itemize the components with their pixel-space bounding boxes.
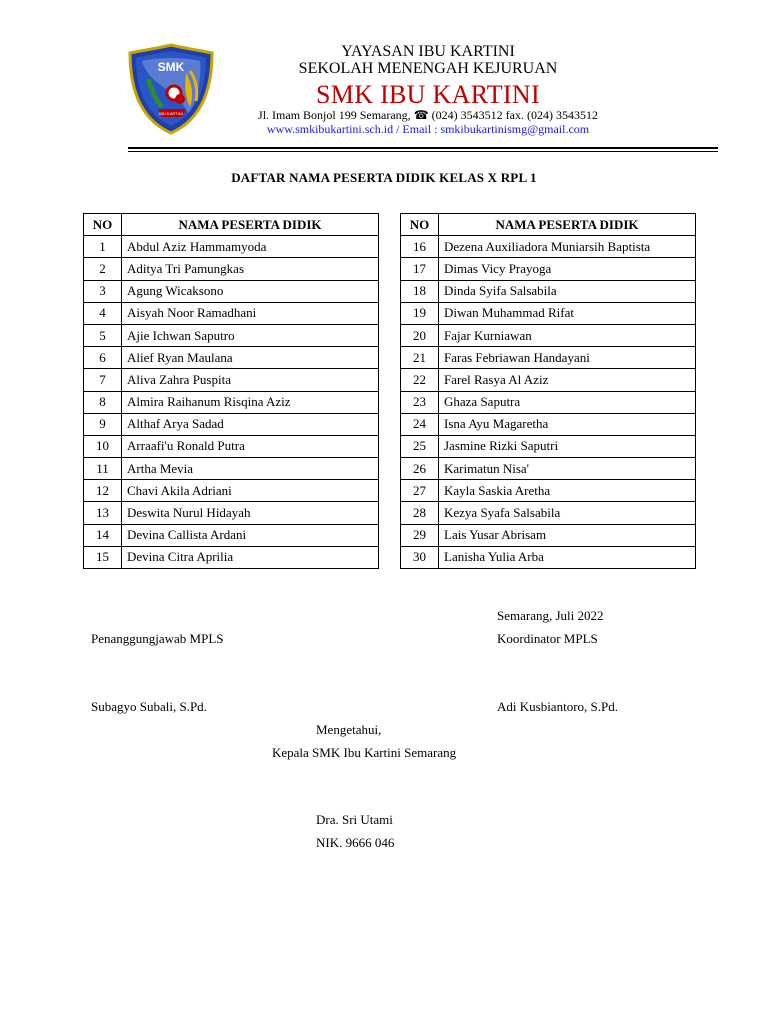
col-no-header: NO — [401, 214, 439, 236]
row-number: 18 — [401, 280, 439, 302]
contact-numbers: (024) 3543512 fax. (024) 3543512 — [431, 108, 598, 122]
table-row — [401, 458, 696, 480]
row-number: 29 — [401, 524, 439, 546]
student-name: Kayla Saskia Aretha — [439, 480, 696, 502]
student-name: Aisyah Noor Ramadhani — [122, 302, 379, 324]
row-number: 25 — [401, 435, 439, 457]
table-row — [401, 435, 696, 457]
student-name: Deswita Nurul Hidayah — [122, 502, 379, 524]
student-name: Dimas Vicy Prayoga — [439, 258, 696, 280]
separator: / — [396, 122, 400, 136]
table-row — [84, 435, 379, 457]
logo-ribbon-text: IBU KARTINI — [159, 111, 183, 116]
row-number: 20 — [401, 324, 439, 346]
student-name: Agung Wicaksono — [122, 280, 379, 302]
col-name-header: NAMA PESERTA DIDIK — [122, 214, 379, 236]
school-name: SMK IBU KARTINI — [316, 80, 540, 109]
row-number: 13 — [84, 502, 122, 524]
place-date: Semarang, Juli 2022 — [497, 608, 604, 623]
table-header-row — [401, 214, 696, 236]
table-row — [401, 546, 696, 568]
student-name: Fajar Kurniawan — [439, 324, 696, 346]
phone-icon: ☎ — [413, 108, 429, 122]
student-name: Kezya Syafa Salsabila — [439, 502, 696, 524]
row-number: 30 — [401, 546, 439, 568]
row-number: 12 — [84, 480, 122, 502]
student-table-left — [83, 213, 379, 569]
row-number: 1 — [84, 236, 122, 258]
student-name: Chavi Akila Adriani — [122, 480, 379, 502]
table-row — [401, 258, 696, 280]
row-number: 7 — [84, 369, 122, 391]
table-row — [84, 413, 379, 435]
row-number: 5 — [84, 324, 122, 346]
student-name: Isna Ayu Magaretha — [439, 413, 696, 435]
header-rule-thin — [128, 151, 718, 152]
school-web-contacts — [232, 122, 624, 137]
table-row — [84, 524, 379, 546]
student-name: Karimatun Nisa' — [439, 458, 696, 480]
row-number: 27 — [401, 480, 439, 502]
row-number: 24 — [401, 413, 439, 435]
head-name: Dra. Sri Utami — [316, 812, 393, 827]
student-name: Alief Ryan Maulana — [122, 347, 379, 369]
row-number: 2 — [84, 258, 122, 280]
row-number: 4 — [84, 302, 122, 324]
head-nik: NIK. 9666 046 — [316, 835, 395, 850]
student-name: Farel Rasya Al Aziz — [439, 369, 696, 391]
right-signer-role: Koordinator MPLS — [497, 631, 598, 646]
address-text: Jl. Imam Bonjol 199 Semarang, — [258, 108, 411, 122]
table-row — [84, 369, 379, 391]
row-number: 14 — [84, 524, 122, 546]
col-name-header: NAMA PESERTA DIDIK — [439, 214, 696, 236]
row-number: 17 — [401, 258, 439, 280]
student-name: Artha Mevia — [122, 458, 379, 480]
student-name: Abdul Aziz Hammamyoda — [122, 236, 379, 258]
website-link[interactable]: www.smkibukartini.sch.id — [266, 122, 394, 136]
student-name: Althaf Arya Sadad — [122, 413, 379, 435]
row-number: 6 — [84, 347, 122, 369]
table-row — [84, 236, 379, 258]
table-row — [401, 236, 696, 258]
table-row — [84, 302, 379, 324]
left-signer-name: Subagyo Subali, S.Pd. — [91, 699, 207, 714]
row-number: 28 — [401, 502, 439, 524]
row-number: 11 — [84, 458, 122, 480]
student-name: Ghaza Saputra — [439, 391, 696, 413]
row-number: 26 — [401, 458, 439, 480]
student-name: Diwan Muhammad Rifat — [439, 302, 696, 324]
table-row — [401, 302, 696, 324]
row-number: 15 — [84, 546, 122, 568]
table-row — [84, 391, 379, 413]
left-signer-role: Penanggungjawab MPLS — [91, 631, 224, 646]
table-row — [401, 347, 696, 369]
foundation-name: YAYASAN IBU KARTINI — [341, 43, 515, 60]
table-row — [84, 502, 379, 524]
acknowledged-label: Mengetahui, — [316, 722, 382, 737]
table-row — [84, 480, 379, 502]
table-row — [401, 280, 696, 302]
student-name: Lanisha Yulia Arba — [439, 546, 696, 568]
row-number: 23 — [401, 391, 439, 413]
student-name: Jasmine Rizki Saputri — [439, 435, 696, 457]
table-row — [84, 280, 379, 302]
table-row — [401, 324, 696, 346]
header-rule-thick — [128, 147, 718, 149]
student-name: Dinda Syifa Salsabila — [439, 280, 696, 302]
row-number: 8 — [84, 391, 122, 413]
school-type: SEKOLAH MENENGAH KEJURUAN — [298, 60, 558, 77]
row-number: 3 — [84, 280, 122, 302]
student-name: Almira Raihanum Risqina Aziz — [122, 391, 379, 413]
student-name: Faras Febriawan Handayani — [439, 347, 696, 369]
table-row — [84, 324, 379, 346]
table-row — [84, 546, 379, 568]
email-link[interactable]: Email : smkibukartinismg@gmail.com — [402, 122, 590, 136]
student-name: Ajie Ichwan Saputro — [122, 324, 379, 346]
school-address — [232, 108, 624, 123]
col-no-header: NO — [84, 214, 122, 236]
table-row — [401, 413, 696, 435]
head-role: Kepala SMK Ibu Kartini Semarang — [272, 745, 457, 760]
row-number: 22 — [401, 369, 439, 391]
table-row — [401, 524, 696, 546]
school-logo — [128, 43, 214, 135]
table-row — [84, 458, 379, 480]
table-row — [401, 480, 696, 502]
row-number: 10 — [84, 435, 122, 457]
table-row — [84, 347, 379, 369]
table-row — [401, 502, 696, 524]
student-name: Aliva Zahra Puspita — [122, 369, 379, 391]
student-name: Arraafi'u Ronald Putra — [122, 435, 379, 457]
right-signer-name: Adi Kusbiantoro, S.Pd. — [497, 699, 618, 714]
table-row — [401, 391, 696, 413]
student-name: Aditya Tri Pamungkas — [122, 258, 379, 280]
row-number: 9 — [84, 413, 122, 435]
table-row — [84, 258, 379, 280]
table-header-row — [84, 214, 379, 236]
logo-text: SMK — [157, 60, 185, 74]
student-table-right — [400, 213, 696, 569]
row-number: 16 — [401, 236, 439, 258]
table-row — [401, 369, 696, 391]
student-name: Lais Yusar Abrisam — [439, 524, 696, 546]
student-name: Dezena Auxiliadora Muniarsih Baptista — [439, 236, 696, 258]
student-name: Devina Callista Ardani — [122, 524, 379, 546]
row-number: 19 — [401, 302, 439, 324]
row-number: 21 — [401, 347, 439, 369]
student-name: Devina Citra Aprilia — [122, 546, 379, 568]
document-title: DAFTAR NAMA PESERTA DIDIK KELAS X RPL 1 — [231, 170, 537, 185]
